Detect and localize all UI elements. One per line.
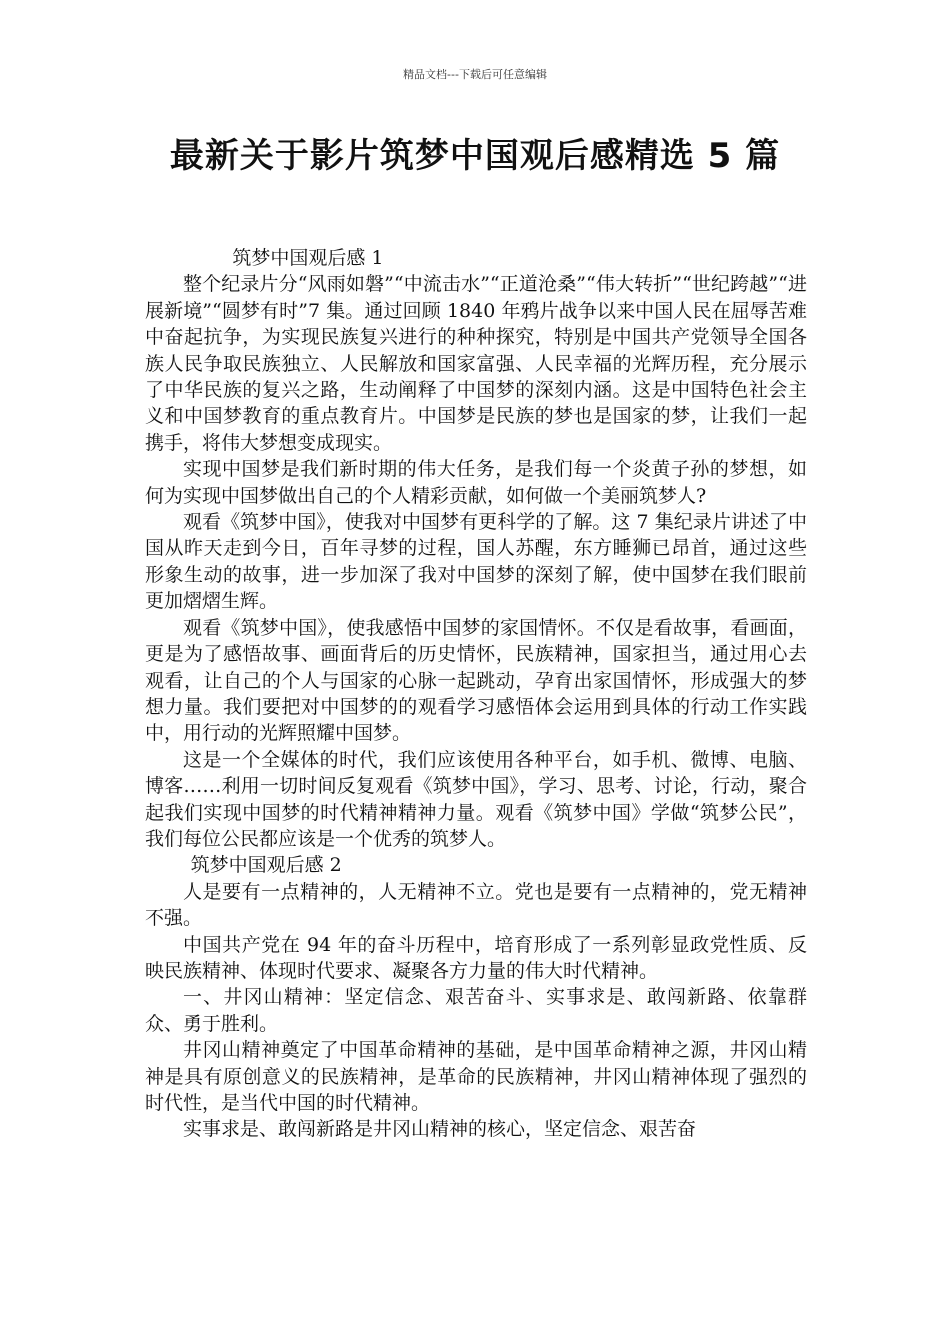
document-body (145, 245, 807, 1143)
paragraph: 井冈山精神奠定了中国革命精神的基础，是中国革命精神之源，井冈山精神是具有原创意义的民族精神，是革命的民族精神，井冈山精神体现了强烈的时代性，是当代中国的时代精神。 (145, 1039, 807, 1114)
section-heading-1: 筑梦中国观后感 1 (232, 247, 384, 269)
paragraph: 这是一个全媒体的时代，我们应该使用各种平台，如手机、微博、电脑、博客……利用一切时间反复观看《筑梦中国》，学习、思考、讨论，行动，聚合起我们实现中国梦的时代精神精神力量。观看《筑梦中国》学做“筑梦公民”，我们每位公民都应该是一个优秀的筑梦人。 (145, 748, 807, 850)
page-header-note: 精品文档---下载后可任意编辑 (403, 68, 547, 81)
section-heading-2: 筑梦中国观后感 2 (190, 854, 342, 877)
paragraph: 一、井冈山精神：坚定信念、艰苦奋斗、实事求是、敢闯新路、依靠群众、勇于胜利。 (145, 986, 807, 1035)
document-title: 最新关于影片筑梦中国观后感精选 5 篇 (169, 136, 781, 176)
paragraph: 中国共产党在 94 年的奋斗历程中，培育形成了一系列彰显政党性质、反映民族精神、体现时代要求、凝聚各方力量的伟大时代精神。 (145, 933, 807, 982)
paragraph: 整个纪录片分“风雨如磐”“中流击水”“正道沧桑”“伟大转折”“世纪跨越”“进展新境”“圆梦有时”7 集。通过回顾 1840 年鸦片战争以来中国人民在屈辱苦难中奋起抗争，为实现民族复兴进行的种种探究，特别是中国共产党领导全国各族人民争取民族独立、人民解放和国家富强、人民幸福的光辉历程，充分展示了中华民族的复兴之路，生动阐释了中国梦的深刻内涵。这是中国特色社会主义和中国梦教育的重点教育片。中国梦是民族的梦也是国家的梦，让我们一起携手，将伟大梦想变成现实。 (145, 273, 807, 454)
paragraph: 观看《筑梦中国》，使我感悟中国梦的家国情怀。不仅是看故事，看画面，更是为了感悟故事、画面背后的历史情怀，民族精神，国家担当，通过用心去观看，让自己的个人与国家的心脉一起跳动，孕育出家国情怀，形成强大的梦想力量。我们要把对中国梦的的观看学习感悟体会运用到具体的行动工作实践中，用行动的光辉照耀中国梦。 (145, 616, 807, 745)
paragraph: 人是要有一点精神的，人无精神不立。党也是要有一点精神的，党无精神不强。 (145, 880, 807, 930)
paragraph: 实现中国梦是我们新时期的伟大任务，是我们每一个炎黄子孙的梦想，如何为实现中国梦做出自己的个人精彩贡献，如何做一个美丽筑梦人? (145, 458, 807, 507)
paragraph: 观看《筑梦中国》，使我对中国梦有更科学的了解。这 7 集纪录片讲述了中国从昨天走到今日，百年寻梦的过程，国人苏醒，东方睡狮已昂首，通过这些形象生动的故事，进一步加深了我对中国梦的深刻了解，使中国梦在我们眼前更加熠熠生辉。 (145, 511, 807, 613)
paragraph: 实事求是、敢闯新路是井冈山精神的核心，坚定信念、艰苦奋 (183, 1118, 697, 1141)
